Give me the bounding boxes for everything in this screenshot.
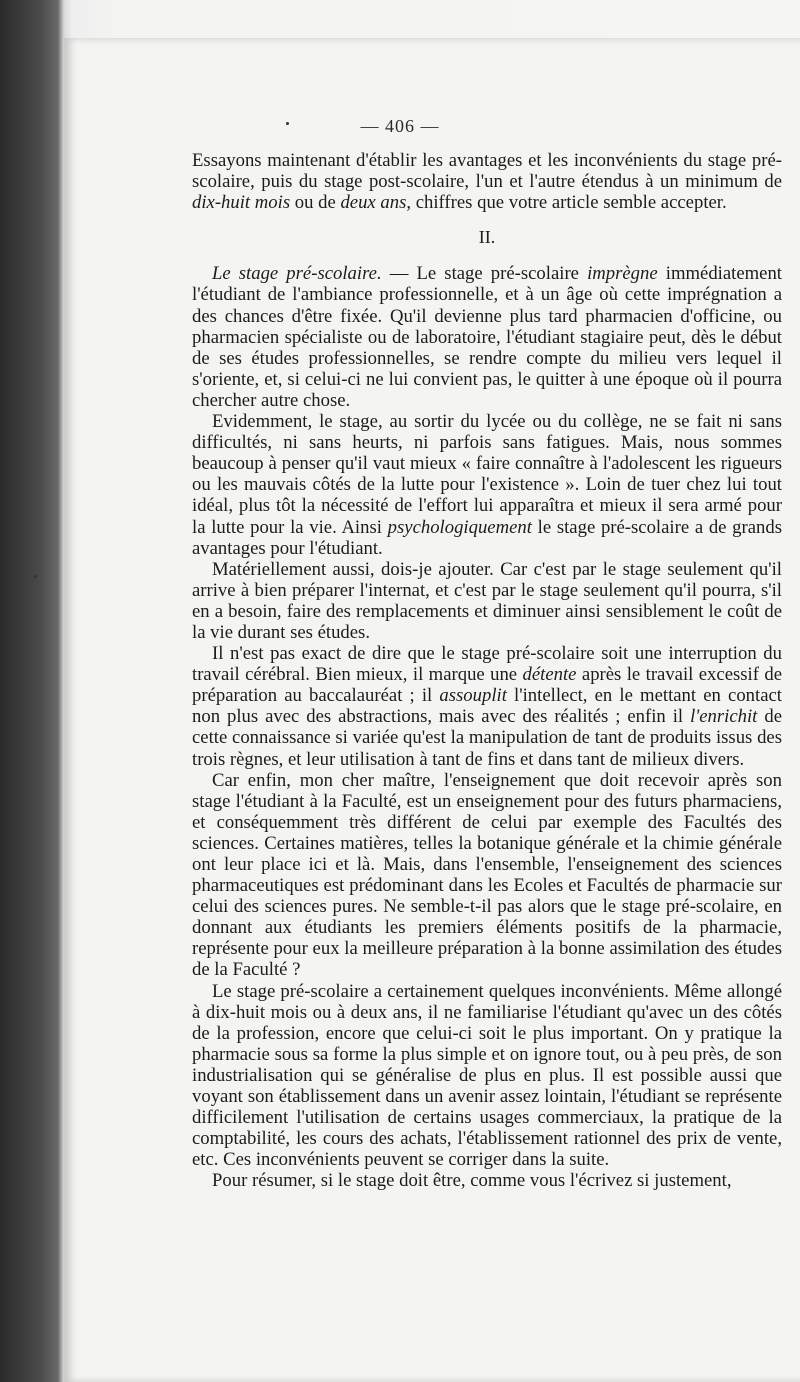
text-run: Le stage pré-scolaire a certainement quelques inconvénients. Même allongé à dix-huit mois ou à deux ans, il ne familiarise l'étudiant qu'avec un des côtés de la profession, encore que celui-ci soit le plus important. On y pratique la pharmacie sous sa forme la plus simple et on ignore tout, ou à peu près, de son industrialisation qui se généralise de plus en plus. Il est possible aussi que voyant son établissement dans un avenir assez lointain, l'étudiant se représente difficilement l'utilisation de certains usages commerciaux, la pratique de la comptabilité, les cours des achats, l'établissement rationnel des prix de vente, etc. Ces inconvénients peuvent se corriger dans la suite. xyxy=(192,980,782,1171)
text-run: immédiatement l'étudiant de l'ambiance professionnelle, et à un âge où cette imprégnation a des chances d'être fixée. Qu'il devienne plus tard pharmacien d'officine, ou pharmacien spécialiste ou de laboratoire, l'étudiant stagiaire peut, dès le début de ses études professionnelles, se rendre compte du milieu vers lequel il s'oriente, et, si celui-ci ne lui convient pas, le quitter à une époque où il pourra chercher autre chose. xyxy=(192,263,783,411)
ink-speck xyxy=(34,575,37,578)
italic-text: détente xyxy=(522,664,577,686)
paragraph xyxy=(192,263,782,411)
text-run: Il n'est pas exact de dire que le stage pré-scolaire soit une interruption du travail cérébral. Bien mieux, il marque une xyxy=(192,643,782,686)
text-run: , chiffres que votre article semble accepter. xyxy=(406,192,727,214)
italic-text: imprègne xyxy=(587,263,658,285)
italic-text: assouplit xyxy=(439,685,507,707)
italic-text: dix-huit mois xyxy=(192,192,291,214)
paragraph xyxy=(192,411,782,559)
italic-text: psychologiquement xyxy=(387,516,532,538)
intro-section xyxy=(192,150,782,213)
paragraph xyxy=(192,150,782,213)
text-run: Essayons maintenant d'établir les avantages et les inconvénients du stage pré-scolaire, puis du stage post-scolaire, l'un et l'autre étendus à un minimum de xyxy=(192,150,782,193)
italic-text: l'enrichit xyxy=(690,706,758,728)
text-run: — Le stage pré-scolaire xyxy=(381,263,588,285)
paragraph xyxy=(192,770,782,981)
body-text xyxy=(192,150,782,1192)
text-run: Matériellement aussi, dois-je ajouter. Car c'est par le stage seulement qu'il arrive à bien préparer l'internat, et c'est par le stage seulement qu'il pourra, s'il en a besoin, faire des remplacements et diminuer ainsi sensiblement le coût de la vie durant ses études. xyxy=(192,558,782,643)
section-heading: II. xyxy=(478,227,496,248)
paragraph xyxy=(192,1170,782,1191)
text-run: de cette connaissance si variée qu'est la manipulation de tant de produits issus des trois règnes, et leur utilisation à tant de fins et dans tant de milieux divers. xyxy=(192,706,782,770)
italic-text: Le stage pré-scolaire. xyxy=(212,263,382,285)
text-run: le stage pré-scolaire a de grands avantages pour l'étudiant. xyxy=(192,516,782,559)
page-number: — 406 — xyxy=(360,116,440,136)
text-run: Evidemment, le stage, au sortir du lycée ou du collège, ne se fait ni sans difficultés, ni sans heurts, ni parfois sans fatigues. Mais, nous sommes beaucoup à penser qu'il vaut mieux « faire connaître à l'adolescent les rigueurs ou les mauvais côtés de la lutte pour l'existence ». Loin de tuer chez lui tout idéal, plus tôt la nécessité de l'effort lui apparaîtra et mieux il sera armé pour la lutte pour la vie. Ainsi xyxy=(192,411,782,538)
paragraph xyxy=(192,559,782,643)
section-two xyxy=(192,263,782,1191)
text-run: l'intellect, en le mettant en contact non plus avec des abstractions, mais avec des réalités ; enfin il xyxy=(192,685,782,728)
paragraph xyxy=(192,643,782,770)
text-run: après le travail excessif de préparation au baccalauréat ; il xyxy=(192,664,782,707)
text-run: Car enfin, mon cher maître, l'enseignement que doit recevoir après son stage l'étudiant à la Faculté, est un enseignement pour des futurs pharmaciens, et conséquemment très différent de celui par exemple des Facultés des sciences. Certaines matières, telles la botanique générale et la chimie générale ont leur place ici et là. Mais, dans l'ensemble, l'enseignement des sciences pharmaceutiques est prédominant dans les Ecoles et Facultés de pharmacie sur celui des sciences pures. Ne semble-t-il pas alors que le stage pré-scolaire, en donnant aux étudiants les premiers éléments positifs de la pharmacie, représente pour eux la meilleure préparation à la bonne assimilation des études de la Faculté ? xyxy=(192,769,782,981)
italic-text: deux ans xyxy=(340,192,407,214)
text-run: ou de xyxy=(290,192,341,214)
paragraph xyxy=(192,981,782,1171)
text-run: Pour résumer, si le stage doit être, comme vous l'écrivez si justement, xyxy=(212,1170,732,1192)
